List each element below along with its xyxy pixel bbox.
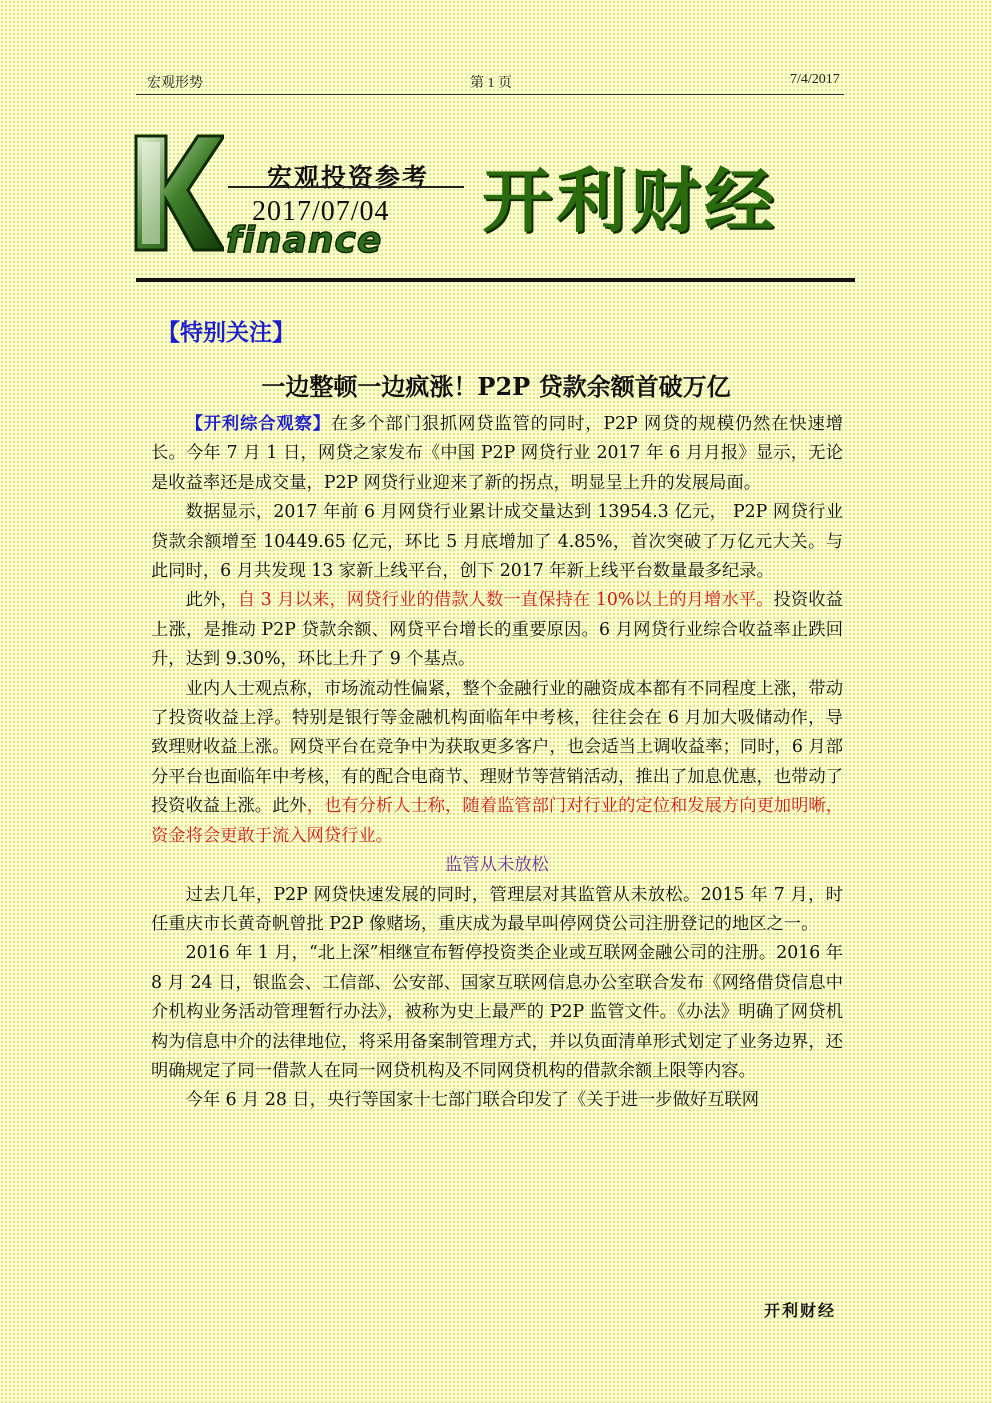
article-body [151, 410, 843, 1116]
paragraph-2: 数据显示，2017 年前 6 月网贷行业累计成交量达到 13954.3 亿元， P2P 网贷行业贷款余额增至 10449.65 亿元，环比 5 月底增加了 4.85%，首次突破了万亿元大关。与此同时，6 月共发现 13 家新上线平台，创下 2017 年新上线平台数量最多纪录。 [151, 502, 843, 582]
footer-brand: 开利财经 [764, 1301, 837, 1320]
lead-label: 【开利综合观察】 [185, 414, 331, 434]
article-headline: 一边整顿一边疯涨！P2P 贷款余额首破万亿 [261, 372, 731, 401]
header-rule [136, 94, 844, 95]
paragraph-3-highlight: 自 3 月以来，网贷行业的借款人数一直保持在 10%以上的月增水平。 [237, 590, 774, 611]
masthead-brand: 开利财经 [482, 159, 778, 242]
paragraph-1 [151, 410, 843, 498]
finance-wordmark [222, 220, 462, 260]
paragraph-6: 2016 年 1 月，“北上深”相继宣布暂停投资类企业或互联网金融公司的注册。2016 年 8 月 24 日，银监会、工信部、公安部、国家互联网信息办公室联合发布《网络借贷信息中介机构业务活动管理暂行办法》，被称为史上最严的 P2P 监管文件。《办法》明确了网贷机构为信息中介的法律地位，将采用备案制管理方式，并以负面清单形式划定了业务边界，还明确规定了同一借款人在同一网贷机构及不同网贷机构的借款余额上限等内容。 [151, 943, 843, 1081]
header-page-number: 第 1 页 [470, 76, 512, 91]
masthead-rule [136, 278, 855, 282]
paragraph-7: 今年 6 月 28 日，央行等国家十七部门联合印发了《关于进一步做好互联网 [185, 1090, 759, 1111]
paragraph-3-start: 此外， [185, 590, 238, 611]
paragraph-3 [151, 586, 843, 674]
paragraph-1-text: 在多个部门狠抓网贷监管的同时，P2P 网贷的规模仍然在快速增长。今年 7 月 1 日，网贷之家发布《中国 P2P 网贷行业 2017 年 6 月月报》显示，无论是收益率还是成交量，P2P 网贷行业迎来了新的拐点，明显呈上升的发展局面。 [151, 414, 843, 493]
masthead-date: 2017/07/04 [252, 196, 390, 227]
svg-text:finance: finance [226, 220, 383, 260]
k-logo-icon [132, 128, 224, 256]
header-section-label: 宏观形势 [147, 76, 203, 91]
masthead-subtitle: 宏观投资参考 [266, 163, 429, 192]
section-label: 【特别关注】 [157, 319, 295, 346]
paragraph-3-rest: 投资收益上涨，是推动 P2P 贷款余额、网贷平台增长的重要原因。6 月网贷行业综合收益率止跌回升，达到 9.30%，环比上升了 9 个基点。 [151, 590, 843, 670]
header-date: 7/4/2017 [790, 72, 840, 87]
paragraph-5: 过去几年，P2P 网贷快速发展的同时，管理层对其监管从未放松。2015 年 7 月，时任重庆市长黄奇帆曾批 P2P 像赌场，重庆成为最早叫停网贷公司注册登记的地区之一。 [151, 884, 843, 934]
masthead-subtitle-rule [228, 186, 464, 188]
paragraph-4-highlight: ，也有分析人士称，随着监管部门对行业的定位和发展方向更加明晰，资金将会更敢于流入网贷行业。 [151, 796, 843, 846]
paragraph-4 [151, 675, 843, 851]
paragraph-4-text: 业内人士观点称，市场流动性偏紧，整个金融行业的融资成本都有不同程度上涨，带动了投资收益上浮。特别是银行等金融机构面临年中考核，往往会在 6 月加大吸储动作，导致理财收益上涨。网贷平台在竞争中为获取更多客户，也会适当上调收益率；同时，6 月部分平台也面临年中考核，有的配合电商节、理财节等营销活动，推出了加息优惠，也带动了投资收益上涨。此外 [151, 678, 843, 817]
subheading: 监管从未放松 [445, 855, 549, 876]
